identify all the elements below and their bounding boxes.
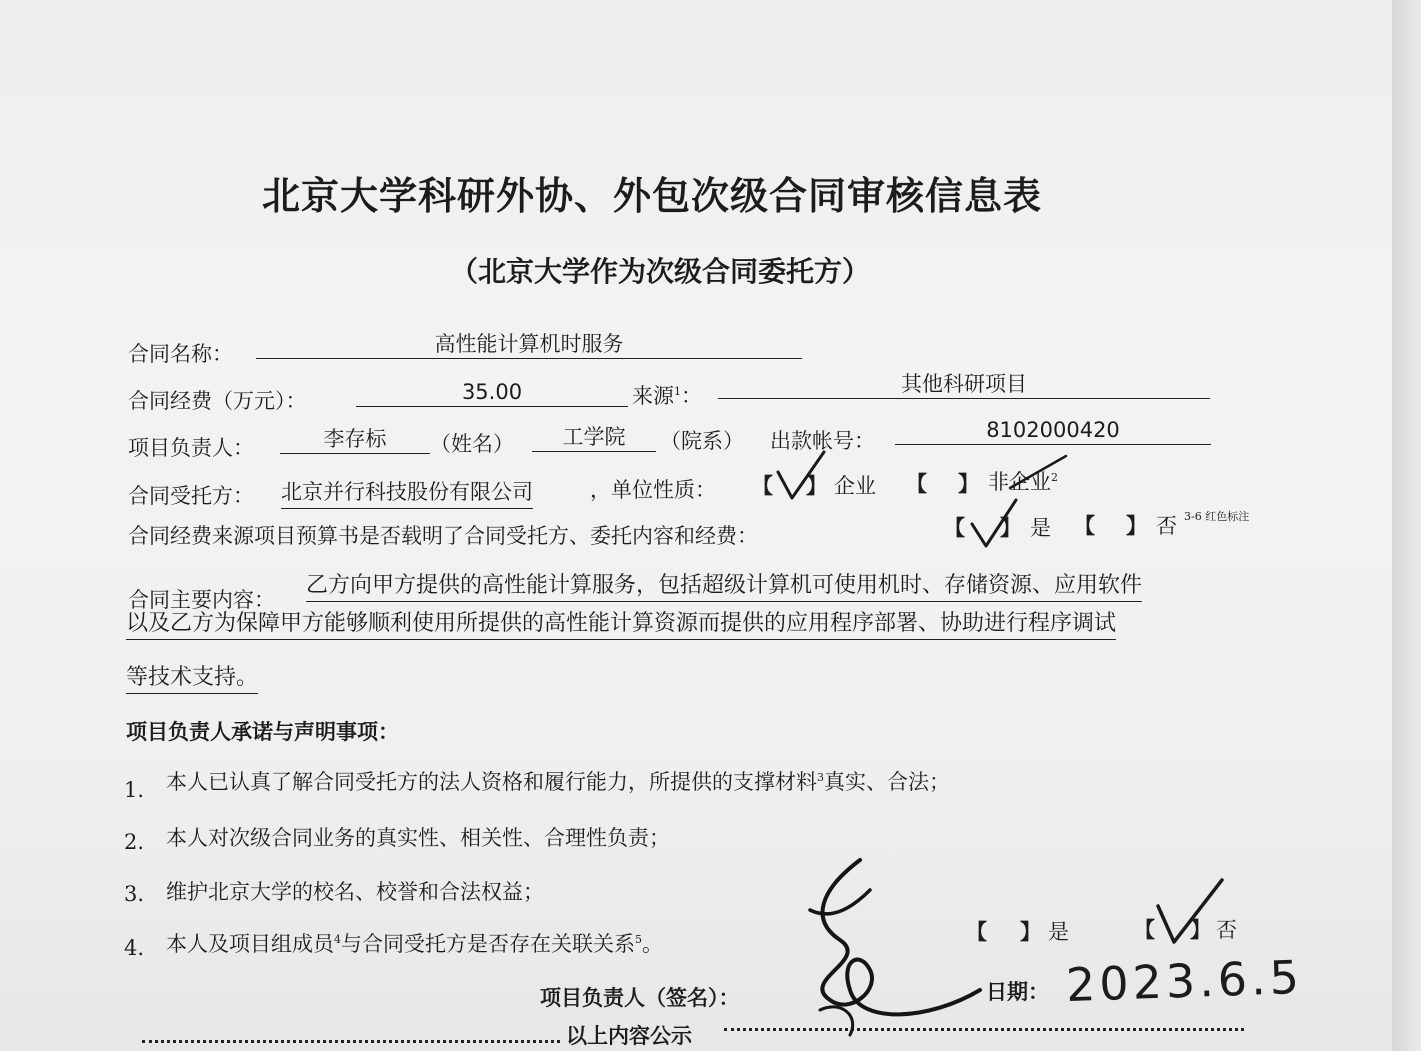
pledge-item-2-text: 本人对次级合同业务的真实性、相关性、合理性负责；	[166, 826, 670, 850]
enterprise-option: 企业	[834, 474, 876, 498]
related-no-bracket-close: 】	[1190, 918, 1211, 942]
form-title: 北京大学科研外协、外包次级合同审核信息表	[262, 174, 1043, 218]
pledge-item-4-num: 4.	[124, 936, 145, 960]
leader-label: 项目负责人：	[128, 436, 254, 460]
non-enterprise-bracket-close: 】	[958, 472, 979, 496]
signer-label: 项目负责人（签名）：	[540, 986, 740, 1010]
pledge-item-2-num: 2.	[124, 830, 145, 854]
budget-yes-bracket-close: 】	[1000, 516, 1021, 540]
contract-fee-field: 35.00	[356, 378, 628, 407]
pledge-item-1-text: 本人已认真了解合同受托方的法人资格和履行能力，所提供的支撑材料$^3$真实、合法；	[166, 770, 950, 794]
form-subtitle: （北京大学作为次级合同委托方）	[450, 255, 871, 288]
pledge-item-3-num: 3.	[124, 882, 145, 906]
dept-field: 工学院	[532, 423, 656, 452]
non-enterprise-bracket-open: 【	[906, 472, 927, 496]
contract-fee-label: 合同经费（万元）：	[128, 389, 307, 413]
stray-stroke-icon	[1006, 452, 1076, 492]
source-label: 来源$^1$：	[632, 384, 702, 408]
pledge-item-4-text: 本人及项目组成员$^4$与合同受托方是否存在关联关系$^5$。	[166, 932, 663, 956]
content-label: 合同主要内容：	[128, 588, 275, 612]
check-related-no-icon	[1150, 876, 1230, 946]
non-enterprise-option: 非企业$^2$	[988, 470, 1058, 494]
entrusted-label: 合同受托方：	[128, 484, 254, 508]
related-yes-bracket-open: 【	[966, 920, 987, 944]
pledge-item-3-text: 维护北京大学的校名、校誉和合法权益；	[166, 880, 544, 904]
account-label: 出款帐号：	[770, 429, 875, 453]
content-line-2: 以及乙方为保障甲方能够顺利使用所提供的高性能计算资源而提供的应用程序部署、协助进行程序调试	[126, 606, 1116, 640]
pledge-heading: 项目负责人承诺与声明事项：	[126, 720, 399, 744]
source-field: 其他科研项目	[718, 370, 1210, 399]
related-no-bracket-open: 【	[1134, 918, 1155, 942]
public-notice: 以上内容公示	[566, 1024, 692, 1048]
content-line-1: 乙方向甲方提供的高性能计算服务，包括超级计算机可使用机时、存储资源、应用软件	[306, 568, 1142, 602]
budget-no-bracket-open: 【	[1074, 514, 1095, 538]
handwritten-signature	[780, 850, 1000, 1040]
contract-name-label: 合同名称：	[128, 342, 233, 366]
content-line-3: 等技术支持。	[126, 660, 258, 694]
pledge-item-1-num: 1.	[124, 778, 145, 802]
check-budget-yes-icon	[966, 496, 1026, 556]
related-yes-bracket-close: 】	[1020, 920, 1041, 944]
budget-no-option: 否	[1156, 514, 1177, 538]
check-enterprise-icon	[772, 450, 832, 510]
budget-question: 合同经费来源项目预算书是否载明了合同受托方、委托内容和经费：	[128, 524, 758, 548]
budget-yes-bracket-open: 【	[944, 516, 965, 540]
budget-no-bracket-close: 】	[1126, 514, 1147, 538]
entrusted-field: 北京并行科技股份有限公司	[281, 476, 533, 509]
notice-dots-left	[142, 1040, 560, 1043]
enterprise-bracket-open: 【	[752, 474, 773, 498]
date-value: 2023.6.5	[1065, 949, 1304, 1013]
unit-type-label: ，单位性质：	[590, 478, 716, 502]
related-no-option: 否	[1216, 918, 1237, 942]
budget-yes-option: 是	[1030, 516, 1051, 540]
name-paren: （姓名）	[430, 432, 514, 456]
enterprise-bracket-close: 】	[806, 474, 827, 498]
date-label: 日期：	[986, 980, 1049, 1004]
account-field: 8102000420	[895, 416, 1211, 445]
related-yes-option: 是	[1048, 920, 1069, 944]
budget-note: 3-6 红色标注	[1184, 510, 1250, 523]
contract-name-field: 高性能计算机时服务	[256, 330, 802, 359]
leader-name-field: 李存标	[280, 425, 430, 454]
dept-paren: （院系）	[660, 429, 744, 453]
paper-edge-shadow	[1392, 0, 1421, 1051]
